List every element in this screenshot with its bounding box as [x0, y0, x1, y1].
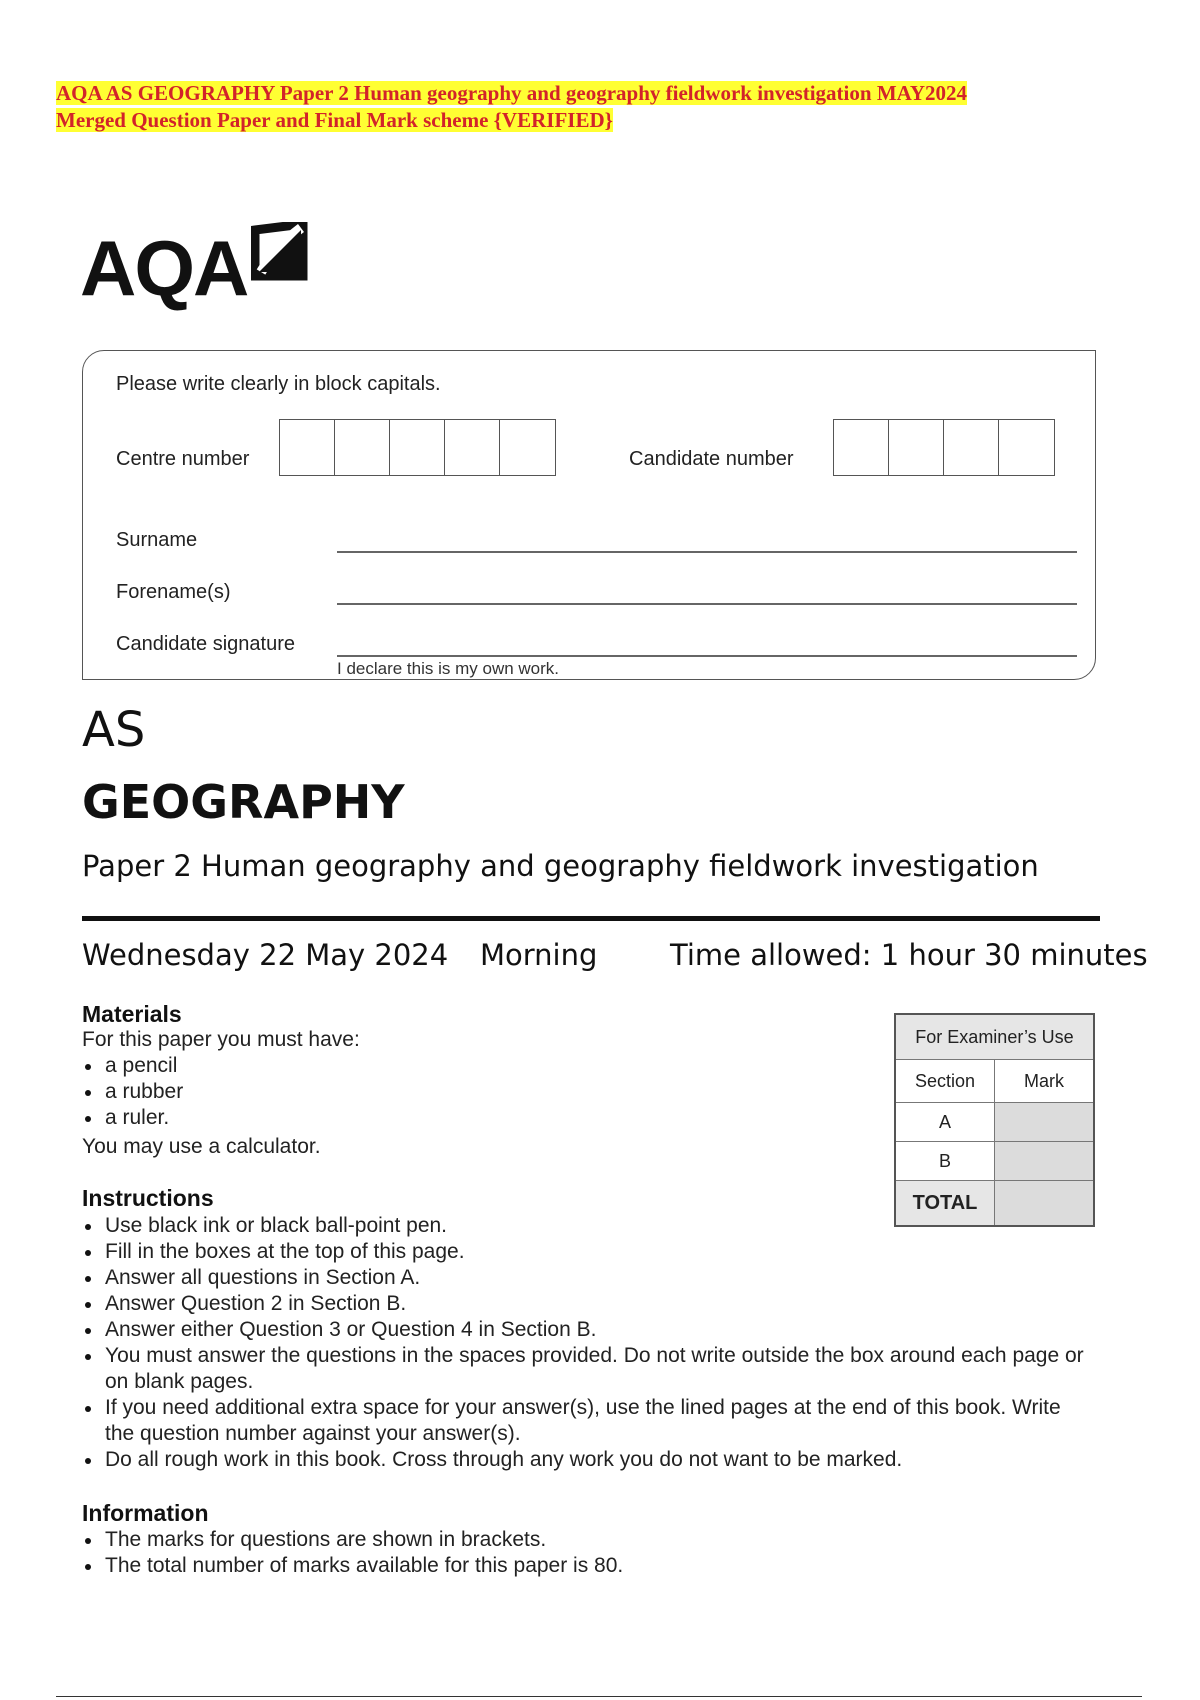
section-column-header: Section [895, 1060, 995, 1103]
aqa-logo [80, 224, 309, 312]
candidate-number-digit[interactable] [999, 420, 1054, 475]
mark-column-header: Mark [995, 1060, 1095, 1103]
list-item: Answer either Question 3 or Question 4 in Section B. [82, 1317, 1092, 1343]
signature-field[interactable] [337, 655, 1077, 657]
candidate-number-digit[interactable] [834, 420, 889, 475]
declaration-text: I declare this is my own work. [337, 659, 560, 678]
banner-line-2: Merged Question Paper and Final Mark scheme {VERIFIED} [56, 108, 613, 132]
examiner-use-table [894, 1013, 1095, 1227]
list-item: a ruler. [82, 1105, 782, 1131]
surname-label: Surname [116, 529, 198, 551]
title-divider [82, 916, 1100, 921]
candidate-number-boxes[interactable] [833, 419, 1055, 476]
calculator-note: You may use a calculator. [82, 1135, 321, 1158]
information-list [82, 1527, 1092, 1579]
centre-number-digit[interactable] [280, 420, 335, 475]
candidate-details-box [82, 350, 1096, 680]
section-a-label: A [895, 1103, 995, 1142]
block-capitals-instruction: Please write clearly in block capitals. [116, 373, 441, 395]
section-b-label: B [895, 1142, 995, 1181]
exam-session: Morning [480, 938, 598, 972]
instructions-heading: Instructions [82, 1185, 214, 1211]
list-item: If you need additional extra space for your answer(s), use the lined pages at the end of this book. Write the question number against your answer(s). [82, 1395, 1092, 1447]
document-banner [56, 80, 1136, 134]
logo-flag-icon [251, 222, 309, 284]
exam-date: Wednesday 22 May 2024 [82, 938, 449, 972]
candidate-number-digit[interactable] [889, 420, 944, 475]
list-item: You must answer the questions in the spaces provided. Do not write outside the box around each page or on blank pages. [82, 1343, 1092, 1395]
materials-heading: Materials [82, 1001, 182, 1027]
list-item: Do all rough work in this book. Cross through any work you do not want to be marked. [82, 1447, 1092, 1473]
list-item: a rubber [82, 1079, 782, 1105]
total-label: TOTAL [895, 1181, 995, 1227]
centre-number-label: Centre number [116, 448, 250, 470]
section-a-mark [995, 1103, 1095, 1142]
surname-field[interactable] [337, 551, 1077, 553]
forenames-label: Forename(s) [116, 581, 231, 603]
list-item: The total number of marks available for this paper is 80. [82, 1553, 1092, 1579]
paper-title: Paper 2 Human geography and geography fieldwork investigation [82, 849, 1039, 883]
footer-rule [56, 1696, 1142, 1697]
banner-line-1: AQA AS GEOGRAPHY Paper 2 Human geography and geography fieldwork investigation MAY2024 [56, 81, 968, 105]
list-item: Answer Question 2 in Section B. [82, 1291, 1092, 1317]
examiner-table-title: For Examiner’s Use [895, 1014, 1094, 1060]
forenames-field[interactable] [337, 603, 1077, 605]
candidate-number-digit[interactable] [944, 420, 999, 475]
signature-label: Candidate signature [116, 633, 296, 655]
centre-number-digit[interactable] [445, 420, 500, 475]
list-item: The marks for questions are shown in brackets. [82, 1527, 1092, 1553]
centre-number-digit[interactable] [335, 420, 390, 475]
centre-number-digit[interactable] [390, 420, 445, 475]
time-allowed: Time allowed: 1 hour 30 minutes [670, 938, 1148, 972]
subject-title: GEOGRAPHY [82, 775, 405, 829]
list-item: a pencil [82, 1053, 782, 1079]
list-item: Fill in the boxes at the top of this page. [82, 1239, 1092, 1265]
list-item: Use black ink or black ball-point pen. [82, 1213, 1092, 1239]
materials-intro: For this paper you must have: [82, 1028, 360, 1051]
list-item: Answer all questions in Section A. [82, 1265, 1092, 1291]
logo-text: AQA [80, 224, 248, 312]
section-b-mark [995, 1142, 1095, 1181]
centre-number-boxes[interactable] [279, 419, 556, 476]
qualification-level: AS [82, 702, 146, 758]
candidate-number-label: Candidate number [629, 448, 794, 470]
materials-list [82, 1053, 782, 1131]
instructions-list [82, 1213, 1092, 1473]
centre-number-digit[interactable] [500, 420, 555, 475]
information-heading: Information [82, 1500, 209, 1526]
